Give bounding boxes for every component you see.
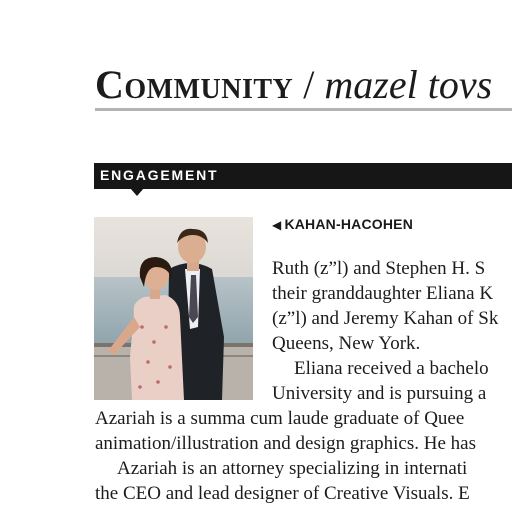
body-line: Ruth (z”l) and Stephen H. S	[272, 258, 486, 279]
triangle-left-icon: ◀	[272, 218, 282, 232]
body-line: the CEO and lead designer of Creative Visuals. E	[95, 483, 470, 504]
header-rule	[95, 108, 512, 111]
header-separator: /	[303, 62, 315, 107]
body-line: Queens, New York.	[272, 333, 421, 354]
body-line: Azariah is a summa cum laude graduate of Quee	[95, 408, 465, 429]
banner-notch	[130, 188, 144, 196]
engaged-couple-photo	[94, 217, 253, 400]
body-line: (z”l) and Jeremy Kahan of Sk	[272, 308, 499, 329]
section-title: Community	[95, 62, 294, 107]
body-line: animation/illustration and design graphics. He has	[95, 433, 476, 454]
couple-name-text: KAHAN-HACOHEN	[284, 216, 414, 232]
body-line: their granddaughter Eliana K	[272, 283, 494, 304]
body-line: Azariah is an attorney specializing in internati	[117, 458, 468, 479]
subsection-title: mazel tovs	[324, 62, 493, 107]
page-header	[95, 62, 492, 108]
couple-name	[272, 216, 413, 232]
body-line: University and is pursuing a	[272, 383, 487, 404]
engagement-banner	[94, 163, 512, 189]
body-line: Eliana received a bachelo	[294, 358, 489, 379]
banner-label: ENGAGEMENT	[100, 167, 219, 183]
